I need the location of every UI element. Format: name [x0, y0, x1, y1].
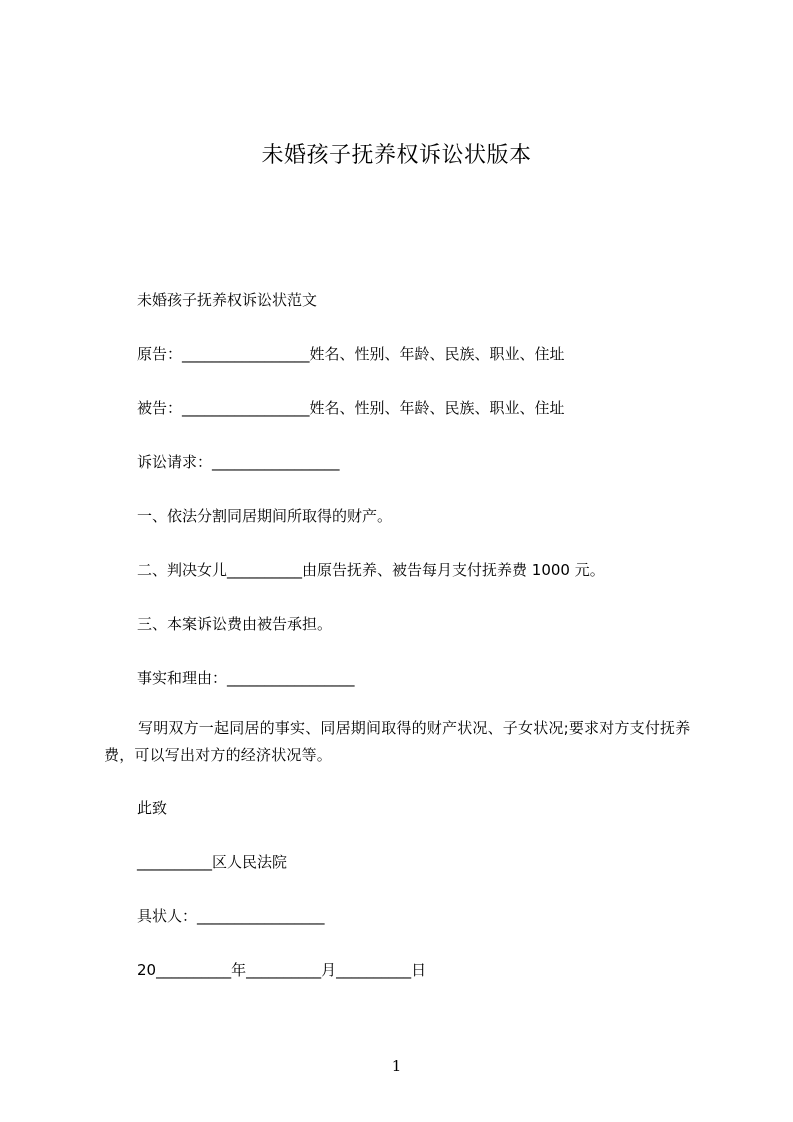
- claim-item-1: 一、依法分割同居期间所取得的财产。: [137, 507, 393, 525]
- page-title: 未婚孩子抚养权诉讼状版本: [261, 143, 532, 168]
- page-number: 1: [391, 1057, 402, 1075]
- court-line: __________区人民法院: [137, 853, 288, 871]
- facts-body: 写明双方一起同居的事实、同居期间取得的财产状况、子女状况;要求对方支付抚养费，可以写出对方的经济状况等。: [104, 719, 691, 764]
- document-heading: 未婚孩子抚养权诉讼状范文: [137, 291, 318, 309]
- signer-line: 具状人：_________________: [137, 907, 325, 925]
- defendant-line: 被告：_________________姓名、性别、年龄、民族、职业、住址: [137, 399, 565, 417]
- salutation: 此致: [137, 799, 168, 817]
- facts-label: 事实和理由：_________________: [137, 669, 355, 687]
- date-line: 20__________年__________月__________日: [137, 961, 427, 979]
- claim-item-3: 三、本案诉讼费由被告承担。: [137, 615, 333, 633]
- claim-item-2: 二、判决女儿__________由原告抚养、被告每月支付抚养费 1000 元。: [137, 561, 605, 579]
- claims-label: 诉讼请求：_________________: [137, 453, 340, 471]
- plaintiff-line: 原告：_________________姓名、性别、年龄、民族、职业、住址: [137, 345, 565, 363]
